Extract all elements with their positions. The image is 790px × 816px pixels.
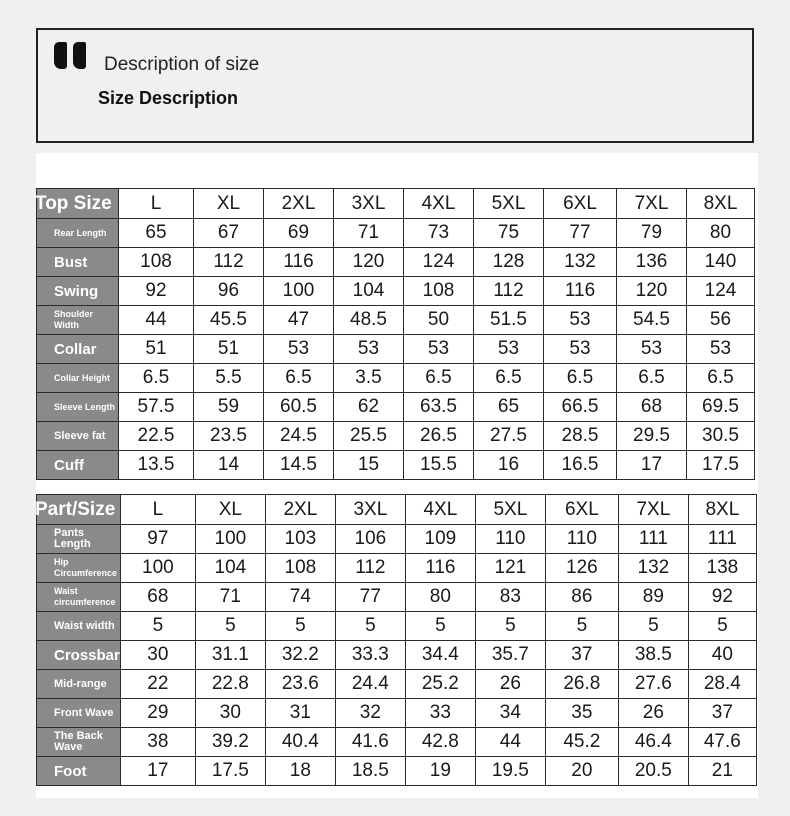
pants-size-size-header: 8XL xyxy=(688,495,756,525)
table-cell: 18.5 xyxy=(335,757,405,786)
table-cell: 68 xyxy=(120,583,195,612)
table-cell: 47 xyxy=(264,306,334,335)
top-size-size-header: L xyxy=(119,189,194,219)
table-cell: 17.5 xyxy=(687,451,755,480)
row-label: Crossbar xyxy=(37,641,121,670)
table-cell: 27.5 xyxy=(474,422,544,451)
table-cell: 110 xyxy=(545,525,618,554)
table-cell: 100 xyxy=(120,554,195,583)
table-cell: 33 xyxy=(405,699,475,728)
table-cell: 35 xyxy=(545,699,618,728)
table-cell: 26.8 xyxy=(545,670,618,699)
table-cell: 68 xyxy=(617,393,687,422)
table-row xyxy=(37,306,755,335)
table-cell: 100 xyxy=(264,277,334,306)
row-label: Foot xyxy=(37,757,121,786)
table-cell: 108 xyxy=(265,554,335,583)
top-size-size-header: 4XL xyxy=(404,189,474,219)
table-row xyxy=(37,451,755,480)
table-cell: 23.6 xyxy=(265,670,335,699)
table-cell: 48.5 xyxy=(334,306,404,335)
table-cell: 17.5 xyxy=(195,757,265,786)
table-cell: 66.5 xyxy=(544,393,617,422)
table-cell: 106 xyxy=(335,525,405,554)
table-cell: 83 xyxy=(475,583,545,612)
table-cell: 28.4 xyxy=(688,670,756,699)
table-cell: 29 xyxy=(120,699,195,728)
table-cell: 26.5 xyxy=(404,422,474,451)
top-size-table xyxy=(36,188,755,480)
table-cell: 16.5 xyxy=(544,451,617,480)
table-cell: 140 xyxy=(687,248,755,277)
table-cell: 138 xyxy=(688,554,756,583)
table-cell: 124 xyxy=(687,277,755,306)
row-label: The Back Wave xyxy=(37,728,121,757)
table-cell: 13.5 xyxy=(119,451,194,480)
table-cell: 32 xyxy=(335,699,405,728)
table-cell: 35.7 xyxy=(475,641,545,670)
top-size-size-header: XL xyxy=(194,189,264,219)
table-cell: 33.3 xyxy=(335,641,405,670)
table-cell: 5 xyxy=(335,612,405,641)
table-cell: 53 xyxy=(544,306,617,335)
row-label: Waist circumference xyxy=(37,583,121,612)
top-size-size-header: 8XL xyxy=(687,189,755,219)
table-cell: 104 xyxy=(195,554,265,583)
table-cell: 41.6 xyxy=(335,728,405,757)
table-row xyxy=(37,393,755,422)
table-cell: 6.5 xyxy=(687,364,755,393)
table-cell: 38 xyxy=(120,728,195,757)
pants-size-size-header: L xyxy=(120,495,195,525)
table-cell: 132 xyxy=(544,248,617,277)
table-cell: 3.5 xyxy=(334,364,404,393)
table-cell: 116 xyxy=(264,248,334,277)
table-cell: 17 xyxy=(617,451,687,480)
table-cell: 51 xyxy=(194,335,264,364)
table-cell: 6.5 xyxy=(404,364,474,393)
table-cell: 80 xyxy=(405,583,475,612)
table-row xyxy=(37,364,755,393)
table-row xyxy=(37,248,755,277)
top-size-size-header: 6XL xyxy=(544,189,617,219)
table-cell: 46.4 xyxy=(618,728,688,757)
table-cell: 128 xyxy=(474,248,544,277)
table-cell: 26 xyxy=(618,699,688,728)
table-cell: 32.2 xyxy=(265,641,335,670)
table-cell: 44 xyxy=(475,728,545,757)
table-cell: 31.1 xyxy=(195,641,265,670)
row-label: Collar Height xyxy=(37,364,119,393)
pants-size-corner-label xyxy=(37,495,121,525)
table-cell: 124 xyxy=(404,248,474,277)
table-cell: 112 xyxy=(194,248,264,277)
table-cell: 40 xyxy=(688,641,756,670)
table-cell: 111 xyxy=(618,525,688,554)
table-cell: 38.5 xyxy=(618,641,688,670)
table-cell: 40.4 xyxy=(265,728,335,757)
table-cell: 100 xyxy=(195,525,265,554)
table-row xyxy=(37,612,757,641)
quote-icon xyxy=(54,42,94,72)
table-cell: 5.5 xyxy=(194,364,264,393)
table-cell: 25.2 xyxy=(405,670,475,699)
table-cell: 53 xyxy=(334,335,404,364)
table-cell: 60.5 xyxy=(264,393,334,422)
top-size-size-header: 3XL xyxy=(334,189,404,219)
table-cell: 51.5 xyxy=(474,306,544,335)
table-cell: 69 xyxy=(264,219,334,248)
table-cell: 39.2 xyxy=(195,728,265,757)
table-cell: 103 xyxy=(265,525,335,554)
table-cell: 111 xyxy=(688,525,756,554)
header-subtitle: Description of size xyxy=(104,54,260,75)
table-row xyxy=(37,554,757,583)
table-cell: 24.4 xyxy=(335,670,405,699)
table-cell: 53 xyxy=(264,335,334,364)
table-cell: 14.5 xyxy=(264,451,334,480)
table-cell: 53 xyxy=(617,335,687,364)
table-cell: 109 xyxy=(405,525,475,554)
table-cell: 104 xyxy=(334,277,404,306)
table-cell: 69.5 xyxy=(687,393,755,422)
top-size-corner-text: Top Size xyxy=(35,193,112,214)
table-cell: 20.5 xyxy=(618,757,688,786)
table-cell: 120 xyxy=(617,277,687,306)
table-row xyxy=(37,757,757,786)
row-label: Collar xyxy=(37,335,119,364)
table-cell: 5 xyxy=(618,612,688,641)
table-cell: 6.5 xyxy=(617,364,687,393)
top-size-size-header: 7XL xyxy=(617,189,687,219)
header-title: Size Description xyxy=(98,88,239,108)
top-size-size-header: 5XL xyxy=(474,189,544,219)
table-cell: 97 xyxy=(120,525,195,554)
table-cell: 27.6 xyxy=(618,670,688,699)
table-cell: 20 xyxy=(545,757,618,786)
table-cell: 44 xyxy=(119,306,194,335)
pants-size-size-header: 6XL xyxy=(545,495,618,525)
table-cell: 59 xyxy=(194,393,264,422)
table-cell: 89 xyxy=(618,583,688,612)
row-label: Shoulder Width xyxy=(37,306,119,335)
table-cell: 51 xyxy=(119,335,194,364)
table-cell: 96 xyxy=(194,277,264,306)
top-size-size-header: 2XL xyxy=(264,189,334,219)
table-cell: 136 xyxy=(617,248,687,277)
table-cell: 21 xyxy=(688,757,756,786)
table-cell: 110 xyxy=(475,525,545,554)
pants-size-size-header: 4XL xyxy=(405,495,475,525)
table-cell: 92 xyxy=(688,583,756,612)
pants-size-size-header: 2XL xyxy=(265,495,335,525)
table-cell: 15.5 xyxy=(404,451,474,480)
table-cell: 71 xyxy=(195,583,265,612)
table-cell: 5 xyxy=(475,612,545,641)
table-cell: 116 xyxy=(405,554,475,583)
table-cell: 19 xyxy=(405,757,475,786)
table-cell: 23.5 xyxy=(194,422,264,451)
table-cell: 28.5 xyxy=(544,422,617,451)
pants-size-size-header: XL xyxy=(195,495,265,525)
table-cell: 53 xyxy=(687,335,755,364)
table-cell: 65 xyxy=(119,219,194,248)
row-label: Front Wave xyxy=(37,699,121,728)
table-cell: 34.4 xyxy=(405,641,475,670)
row-label: Pants Length xyxy=(37,525,121,554)
table-cell: 5 xyxy=(120,612,195,641)
table-cell: 116 xyxy=(544,277,617,306)
table-cell: 22 xyxy=(120,670,195,699)
row-label: Swing xyxy=(37,277,119,306)
table-cell: 42.8 xyxy=(405,728,475,757)
table-cell: 108 xyxy=(404,277,474,306)
table-cell: 5 xyxy=(688,612,756,641)
table-row xyxy=(37,525,757,554)
table-cell: 63.5 xyxy=(404,393,474,422)
row-label: Sleeve Length xyxy=(37,393,119,422)
pants-size-size-header: 5XL xyxy=(475,495,545,525)
top-size-corner-label xyxy=(37,189,119,219)
table-cell: 31 xyxy=(265,699,335,728)
table-cell: 53 xyxy=(404,335,474,364)
table-row xyxy=(37,335,755,364)
table-cell: 56 xyxy=(687,306,755,335)
size-description-header xyxy=(36,28,754,143)
table-cell: 126 xyxy=(545,554,618,583)
table-cell: 19.5 xyxy=(475,757,545,786)
table-cell: 18 xyxy=(265,757,335,786)
table-cell: 24.5 xyxy=(264,422,334,451)
table-row xyxy=(37,670,757,699)
table-cell: 45.2 xyxy=(545,728,618,757)
table-row xyxy=(37,728,757,757)
row-label: Waist width xyxy=(37,612,121,641)
table-cell: 37 xyxy=(688,699,756,728)
table-cell: 30.5 xyxy=(687,422,755,451)
table-cell: 108 xyxy=(119,248,194,277)
table-cell: 47.6 xyxy=(688,728,756,757)
table-cell: 37 xyxy=(545,641,618,670)
pants-size-size-header: 3XL xyxy=(335,495,405,525)
row-label: Bust xyxy=(37,248,119,277)
table-cell: 6.5 xyxy=(474,364,544,393)
table-row xyxy=(37,583,757,612)
table-cell: 22.8 xyxy=(195,670,265,699)
table-cell: 34 xyxy=(475,699,545,728)
table-cell: 30 xyxy=(195,699,265,728)
table-cell: 6.5 xyxy=(264,364,334,393)
table-cell: 53 xyxy=(474,335,544,364)
table-cell: 6.5 xyxy=(119,364,194,393)
table-cell: 57.5 xyxy=(119,393,194,422)
table-row xyxy=(37,641,757,670)
row-label: Hip Circumference xyxy=(37,554,121,583)
row-label: Rear Length xyxy=(37,219,119,248)
table-cell: 121 xyxy=(475,554,545,583)
table-cell: 54.5 xyxy=(617,306,687,335)
table-cell: 5 xyxy=(195,612,265,641)
table-cell: 112 xyxy=(474,277,544,306)
table-cell: 74 xyxy=(265,583,335,612)
table-cell: 86 xyxy=(545,583,618,612)
table-cell: 79 xyxy=(617,219,687,248)
table-cell: 5 xyxy=(545,612,618,641)
pants-size-size-header: 7XL xyxy=(618,495,688,525)
table-cell: 65 xyxy=(474,393,544,422)
pants-size-table xyxy=(36,494,757,786)
table-row xyxy=(37,277,755,306)
table-cell: 77 xyxy=(335,583,405,612)
table-cell: 14 xyxy=(194,451,264,480)
table-row xyxy=(37,422,755,451)
table-cell: 17 xyxy=(120,757,195,786)
table-cell: 16 xyxy=(474,451,544,480)
table-cell: 67 xyxy=(194,219,264,248)
table-cell: 62 xyxy=(334,393,404,422)
table-cell: 5 xyxy=(405,612,475,641)
pants-size-corner-text: Part/Size xyxy=(35,499,116,520)
table-cell: 50 xyxy=(404,306,474,335)
table-cell: 132 xyxy=(618,554,688,583)
table-cell: 5 xyxy=(265,612,335,641)
table-cell: 71 xyxy=(334,219,404,248)
table-cell: 75 xyxy=(474,219,544,248)
table-cell: 120 xyxy=(334,248,404,277)
table-cell: 77 xyxy=(544,219,617,248)
table-row xyxy=(37,219,755,248)
table-cell: 25.5 xyxy=(334,422,404,451)
row-label: Cuff xyxy=(37,451,119,480)
table-cell: 30 xyxy=(120,641,195,670)
table-cell: 73 xyxy=(404,219,474,248)
row-label: Mid-range xyxy=(37,670,121,699)
table-cell: 22.5 xyxy=(119,422,194,451)
table-cell: 26 xyxy=(475,670,545,699)
table-cell: 6.5 xyxy=(544,364,617,393)
table-cell: 29.5 xyxy=(617,422,687,451)
table-cell: 45.5 xyxy=(194,306,264,335)
table-cell: 15 xyxy=(334,451,404,480)
table-row xyxy=(37,699,757,728)
table-cell: 92 xyxy=(119,277,194,306)
row-label: Sleeve fat xyxy=(37,422,119,451)
table-cell: 53 xyxy=(544,335,617,364)
table-cell: 112 xyxy=(335,554,405,583)
table-cell: 80 xyxy=(687,219,755,248)
